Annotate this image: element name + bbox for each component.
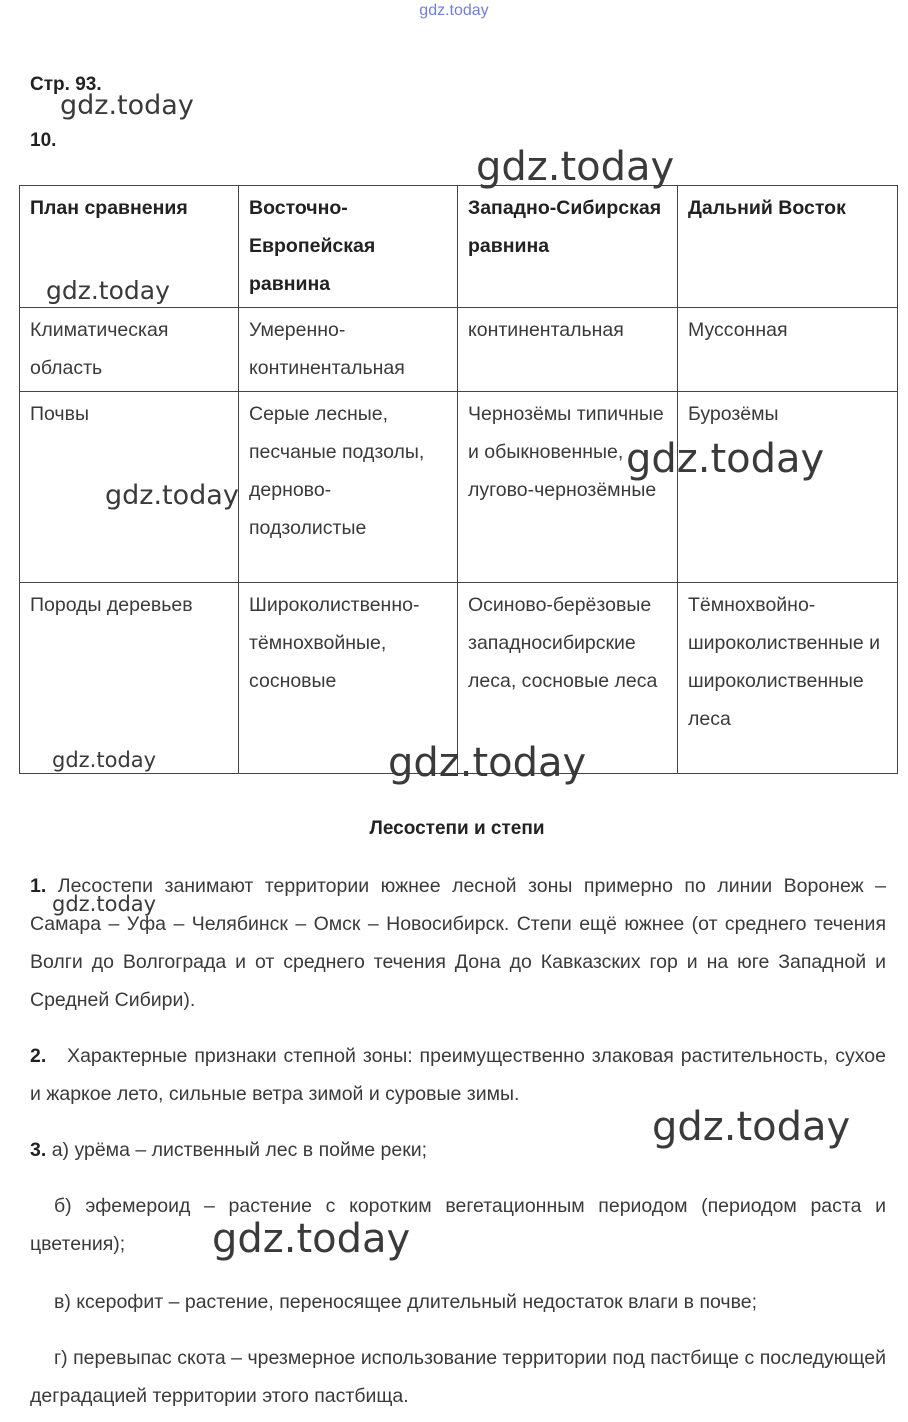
answer-1 bbox=[30, 867, 886, 1019]
answer-2-text: Характерные признаки степной зоны: преимущественно злаковая растительность, сухое и жаркое лето, сильные ветра зимой и суровые зимы. bbox=[30, 1045, 886, 1105]
table-cell: континентальная bbox=[458, 308, 678, 392]
table-cell: Почвы bbox=[20, 392, 239, 583]
table-cell: Осиново-берёзовые западносибирские леса, сосновые леса bbox=[458, 583, 678, 774]
table-cell: Тёмнохвойно-широколиственные и широколиственные леса bbox=[678, 583, 898, 774]
watermark: gdz.today bbox=[212, 1216, 411, 1262]
task-number: 10. bbox=[30, 130, 57, 151]
watermark: gdz.today bbox=[52, 748, 157, 772]
watermark: gdz.today bbox=[105, 480, 239, 511]
header-watermark: gdz.today bbox=[419, 2, 489, 19]
table-cell: Чернозёмы типичные и обыкновенные, лугово-чернозёмные bbox=[458, 392, 678, 583]
answer-3b: б) эфемероид – растение с коротким вегетационным периодом (периодом раста и цветения); bbox=[30, 1195, 886, 1255]
answer-3c: в) ксерофит – растение, переносящее длительный недостаток влаги в почве; bbox=[54, 1291, 757, 1313]
answer-3d: г) перевыпас скота – чрезмерное использование территории под пастбище с последующей деградацией территории этого пастбища. bbox=[30, 1347, 886, 1407]
table-header-cell: План сравнения bbox=[20, 186, 239, 308]
comparison-table bbox=[19, 185, 898, 774]
table-cell: Бурозёмы bbox=[678, 392, 898, 583]
answer-2-number: 2. bbox=[30, 1045, 47, 1067]
table-row bbox=[20, 308, 898, 392]
table-row bbox=[20, 392, 898, 583]
answer-3a-text: а) урёма – лиственный лес в пойме реки; bbox=[51, 1139, 428, 1161]
table-header-cell: Дальний Восток bbox=[678, 186, 898, 308]
table-cell: Породы деревьев bbox=[20, 583, 239, 774]
answer-3a bbox=[30, 1131, 886, 1169]
watermark: gdz.today bbox=[388, 740, 587, 786]
watermark: gdz.today bbox=[476, 144, 675, 190]
answer-3-number: 3. bbox=[30, 1139, 47, 1161]
answer-2 bbox=[30, 1037, 886, 1113]
answer-1-text: Лесостепи занимают территории южнее лесной зоны примерно по линии Воронеж – Самара – Уфа – Челябинск – Омск – Новосибирск. Степи ещё южнее (от среднего течения Волги до Волгограда и от среднего течения Дона до Кавказских гор и на юге Западной и Средней Сибири). bbox=[30, 875, 886, 1011]
page-reference: Стр. 93. bbox=[30, 74, 102, 95]
table-cell: Серые лесные, песчаные подзолы, дерново-подзолистые bbox=[239, 392, 458, 583]
table-cell: Умеренно-континентальная bbox=[239, 308, 458, 392]
table-cell: Муссонная bbox=[678, 308, 898, 392]
table-cell: Климатическая область bbox=[20, 308, 239, 392]
table-row bbox=[20, 583, 898, 774]
table-header-row bbox=[20, 186, 898, 308]
watermark: gdz.today bbox=[626, 436, 825, 482]
table-header-cell: Восточно-Европейская равнина bbox=[239, 186, 458, 308]
watermark: gdz.today bbox=[60, 90, 194, 121]
table-header-cell: Западно-Сибирская равнина bbox=[458, 186, 678, 308]
watermark: gdz.today bbox=[52, 892, 157, 916]
table-cell: Широколиственно-тёмнохвойные, сосновые bbox=[239, 583, 458, 774]
watermark: gdz.today bbox=[46, 276, 170, 305]
section-title: Лесостепи и степи bbox=[369, 818, 545, 839]
answer-1-number: 1. bbox=[30, 875, 47, 897]
watermark: gdz.today bbox=[652, 1104, 851, 1150]
